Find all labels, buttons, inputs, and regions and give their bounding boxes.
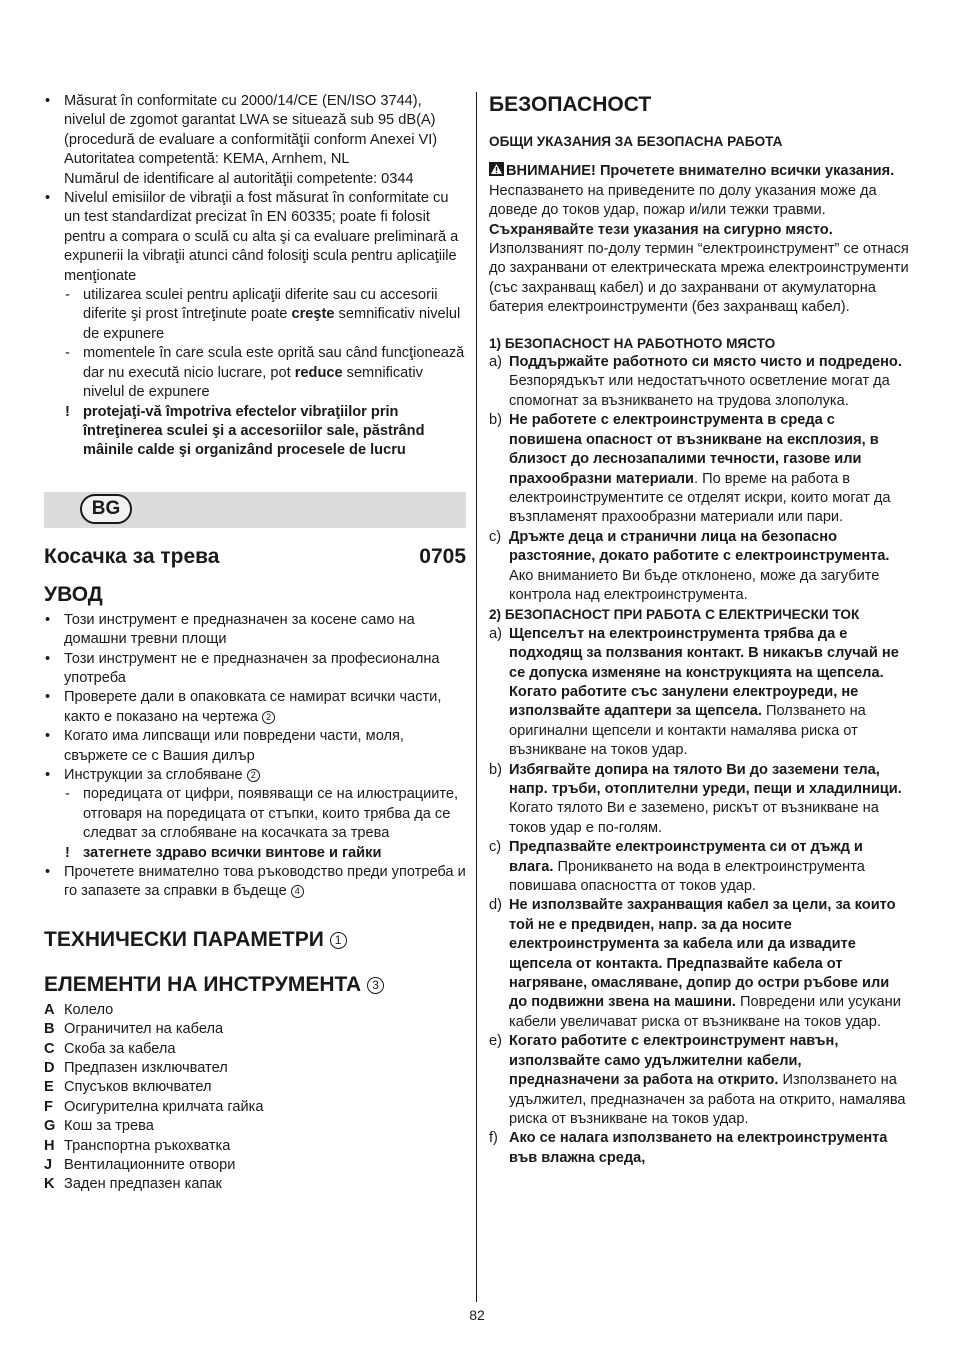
assembly-warning: ! затегнете здраво всички винтове и гайки bbox=[65, 844, 382, 861]
list-item: • Инструкции за сглобяване 2 - поредицата от цифри, появяващи се на илюстрациите, отговаря на поредицата от стъпки, които трябва да се следват за сглобяване на косачката за трева ! затегнете здраво всички винтове и гайки bbox=[44, 766, 466, 863]
list-item: • Този инструмент е предназначен за косене само на домашни тревни площи bbox=[44, 611, 466, 650]
figure-ref: 1 bbox=[330, 932, 347, 949]
assembly-dash-list bbox=[64, 785, 466, 843]
list-item: - utilizarea sculei pentru aplicaţii diferite sau cu accesorii diferite şi prost întreţinute poate creşte semnificativ nivelul de expunere bbox=[64, 286, 466, 344]
part-item: F Осигурителна крилчата гайка bbox=[44, 1098, 264, 1115]
part-item: K Заден предпазен капак bbox=[44, 1176, 222, 1193]
part-item: D Предпазен изключвател bbox=[44, 1060, 228, 1077]
figure-ref: 4 bbox=[291, 885, 304, 898]
electrical-safety-heading: 2) БЕЗОПАСНОСТ ПРИ РАБОТА С ЕЛЕКТРИЧЕСКИ ТОК bbox=[489, 607, 860, 623]
romanian-notes bbox=[44, 92, 466, 461]
vibration-dash-list bbox=[64, 286, 466, 402]
list-item: • Прочетете внимателно това ръководство преди употреба и го запазете за справки в бъдеще 4 bbox=[44, 863, 466, 902]
elements-heading: ЕЛЕМЕНТИ НА ИНСТРУМЕНТА 3 bbox=[44, 972, 466, 998]
general-safety-heading: ОБЩИ УКАЗАНИЯ ЗА БЕЗОПАСНА РАБОТА bbox=[489, 134, 783, 149]
column-divider bbox=[476, 92, 477, 1302]
part-item: A Колело bbox=[44, 1001, 114, 1018]
noise-note: • Măsurat în conformitate cu 2000/14/CE (EN/ISO 3744), nivelul de zgomot garantat LWA se situează sub 95 dB(A) (procedură de evaluare a conformităţii conform Anexei VI) Autoritatea competentă: KEMA, Arnhem, NL Numărul de identificare al autorităţii competente: 0344 bbox=[44, 92, 466, 189]
list-item: f) Ако се налага използването на електроинструмента във влажна среда, bbox=[489, 1130, 888, 1166]
list-item: c) Дръжте деца и странични лица на безопасно разстояние, докато работите с електроинструмента. Ако вниманието Ви бъде отклонено, може да загубите контрола над електроинструмента. bbox=[489, 528, 890, 603]
intro-list bbox=[44, 611, 466, 902]
list-item: b) Не работете с електроинструмента в среда с повишена опасност от възникване на експлозия, в близост до леснозапалими течности, газове или прахообразни материали. По време на работа в електроинструментите се отделят искри, които могат да възпламенят прахообразни материали или пари. bbox=[489, 412, 891, 526]
workplace-safety-list bbox=[489, 353, 909, 605]
figure-ref: 2 bbox=[262, 711, 275, 724]
part-item: B Ограничител на кабела bbox=[44, 1021, 224, 1038]
list-item: • Когато има липсващи или повредени части, моля, свържете се с Вашия дилър bbox=[44, 727, 466, 766]
list-item: b) Избягвайте допира на тялото Ви до заземени тела, напр. тръби, отоплителни уреди, пещи и хладилници. Когато тялото Ви е заземено, рискът от възникване на токов удар е по-голям. bbox=[489, 761, 902, 836]
list-item: a) Щепселът на електроинструмента трябва да е подходящ за ползвания контакт. В никакъв случай не се допуска изменяне на конструкцията на щепсела. Когато работите със занулени електроуреди, не използвайте адаптери за щепсела. Ползването на оригинални щепсели и контакти намалява риска от възникване на токов удар. bbox=[489, 625, 899, 759]
general-warning: ВНИМАНИЕ! Прочетете внимателно всички указания. Неспазването на приведените по долу указания може да доведе до токов удар, пожар и/или тежки травми. Съхранявайте тези указания на сигурно място. Използваният по-долу термин “електроинструмент” се отнася до захранвани от електрическата мрежа електроинструменти (със захранващ кабел) и до захранвани от акумулаторна батерия електроинструменти (без захранващ кабел). bbox=[489, 163, 909, 316]
left-column bbox=[44, 92, 466, 1195]
list-item: • Проверете дали в опаковката се намират всички части, както е показано на чертежа 2 bbox=[44, 688, 466, 727]
vibration-warning: ! protejaţi-vă împotriva efectelor vibraţiilor prin întreţinerea sculei şi a accesoriilor sale, păstrând mâinile calde şi organizând procesele de lucru bbox=[65, 403, 425, 459]
list-item: c) Предпазвайте електроинструмента си от дъжд и влага. Проникването на вода в електроинструмента повишава опасността от токов удар. bbox=[489, 839, 865, 895]
product-title bbox=[44, 544, 466, 570]
part-item: C Скоба за кабела bbox=[44, 1040, 176, 1057]
part-item: G Кош за трева bbox=[44, 1118, 154, 1135]
intro-heading: УВОД bbox=[44, 582, 103, 606]
figure-ref: 2 bbox=[247, 769, 260, 782]
tech-heading: ТЕХНИЧЕСКИ ПАРАМЕТРИ 1 bbox=[44, 927, 466, 953]
vibration-note: • Nivelul emisiilor de vibraţii a fost măsurat în conformitate cu un test standardizat precizat în EN 60335; poate fi folosit pentru a compara o sculă cu alta şi ca evaluare preliminară a expunerii la vibraţii atunci când folosiţi scula pentru aplicaţiile menţionate - utilizarea sculei pentru aplicaţii diferite sau cu accesorii diferite şi prost întreţinute poate creşte semnificativ nivelul de expunere - momentele în care scula este oprită sau când funcţionează dar nu execută nicio lucrare, pot reduce semnificativ nivelul de expunere ! protejaţi-vă împotriva efectelor vibraţiilor prin întreţinerea sculei şi a accesoriilor sale, păstrând mâinile calde şi organizând procesele de lucru bbox=[44, 189, 466, 461]
list-item: - поредицата от цифри, появяващи се на илюстрациите, отговаря на поредицата от стъпки, които трябва да се следват за сглобяване на косачката за трева bbox=[64, 785, 466, 843]
right-column bbox=[489, 92, 909, 1168]
part-item: J Вентилационните отвори bbox=[44, 1157, 236, 1174]
list-item: - momentele în care scula este oprită sau când funcţionează dar nu execută nicio lucrare, pot reduce semnificativ nivelul de expunere bbox=[64, 344, 466, 402]
list-item: a) Поддържайте работното си място чисто и подредено. Безпорядъкът или недостатъчното осветление могат да спомогнат за възникването на трудова злополука. bbox=[489, 354, 902, 409]
language-band bbox=[44, 492, 466, 528]
warning-icon bbox=[489, 162, 504, 176]
figure-ref: 3 bbox=[367, 977, 384, 994]
safety-heading: БЕЗОПАСНОСТ bbox=[489, 93, 652, 116]
part-item: E Спусъков включвател bbox=[44, 1079, 212, 1096]
product-name: Косачка за трева bbox=[44, 544, 220, 568]
list-item: • Този инструмент не е предназначен за професионална употреба bbox=[44, 650, 466, 689]
electrical-safety-list bbox=[489, 625, 909, 1168]
list-item: e) Когато работите с електроинструмент навън, използвайте само удължителни кабели, предназначени за работа на открито. Използването на удължител, предназначен за работа на открито, намалява риска от възникване на токов удар. bbox=[489, 1033, 906, 1127]
parts-list bbox=[44, 1001, 466, 1195]
product-code: 0705 bbox=[419, 544, 466, 568]
list-item: d) Не използвайте захранващия кабел за цели, за които той не е предвиден, напр. за да носите електроинструмента за кабела или да извадите щепсела от контакта. Предпазвайте кабела от нагряване, омасляване, допир до остри ръбове или до подвижни звена на машини. Повредени или усукани кабели увеличават риска от възникване на токов удар. bbox=[489, 897, 901, 1030]
page-number: 82 bbox=[469, 1307, 485, 1323]
language-badge: BG bbox=[80, 494, 132, 524]
part-item: H Транспортна ръкохватка bbox=[44, 1137, 231, 1154]
workplace-safety-heading: 1) БЕЗОПАСНОСТ НА РАБОТНОТО МЯСТО bbox=[489, 335, 776, 351]
